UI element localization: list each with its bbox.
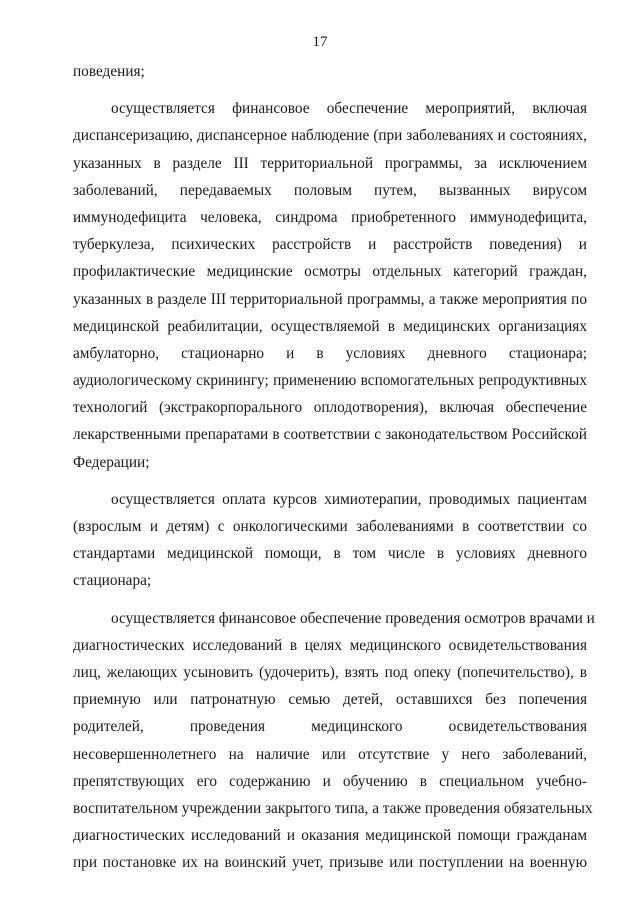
text-line: амбулаторно, стационарно и в условиях дневного стационара; [73,344,587,362]
text-line: приемную или патронатную семью детей, оставшихся без попечения [73,691,587,709]
text-line: стандартами медицинской помощи, в том числе в условиях дневного [73,545,587,563]
text-line: указанных в разделе III территориальной программы, за исключением [73,154,587,172]
text-line: препятствующих его содержанию и обучению в специальном учебно- [73,772,587,790]
text-line: заболеваний, передаваемых половым путем, вызванных вирусом [73,181,587,199]
text-line: технологий (экстракорпорального оплодотворения), включая обеспечение [73,399,587,417]
paragraph-examinations [73,605,595,877]
text-line: медицинской реабилитации, осуществляемой в медицинских организациях [73,317,587,335]
text-line: лиц, желающих усыновить (удочерить), взять под опеку (попечительство), в [73,663,587,681]
text-line: несовершеннолетнего на наличие или отсутствие у него заболеваний, [73,745,587,763]
paragraph-continuation [73,58,587,85]
text-line: профилактические медицинские осмотры отдельных категорий граждан, [73,263,587,281]
page-number: 17 [312,34,328,50]
paragraph-financing-measures [73,95,587,476]
text-line: воспитательном учреждении закрытого типа, а также проведения обязательных [73,799,593,817]
text-line: аудиологическому скринингу; применению вспомогательных репродуктивных [73,372,587,390]
text-line: туберкулеза, психических расстройств и расстройств поведения) и [73,236,587,254]
text-line: указанных в разделе III территориальной программы, а также мероприятия по [73,290,587,308]
text-line: диагностических исследований в целях медицинского освидетельствования [73,636,587,654]
text-line: родителей, проведения медицинского освидетельствования [73,718,587,736]
text-line: осуществляется оплата курсов химиотерапии, проводимых пациентам [111,490,587,508]
text-line: стационара; [73,572,152,590]
text-line: диагностических исследований и оказания медицинской помощи гражданам [73,827,587,845]
text-line: осуществляется финансовое обеспечение мероприятий, включая [111,100,587,118]
text-line: диспансеризацию, диспансерное наблюдение (при заболеваниях и состояниях, [73,127,587,145]
text-line: Федерации; [73,453,150,471]
text-line: иммунодефицита человека, синдрома приобретенного иммунодефицита, [73,208,587,226]
text-line: поведения; [73,63,145,80]
text-line: при постановке их на воинский учет, призыве или поступлении на военную [73,854,587,872]
text-line: лекарственными препаратами в соответствии с законодательством Российской [73,426,587,444]
text-line: осуществляется финансовое обеспечение проведения осмотров врачами и [111,609,595,627]
document-body [73,58,595,876]
paragraph-chemotherapy [73,486,587,595]
text-line: (взрослым и детям) с онкологическими заболеваниями в соответствии со [73,518,587,535]
